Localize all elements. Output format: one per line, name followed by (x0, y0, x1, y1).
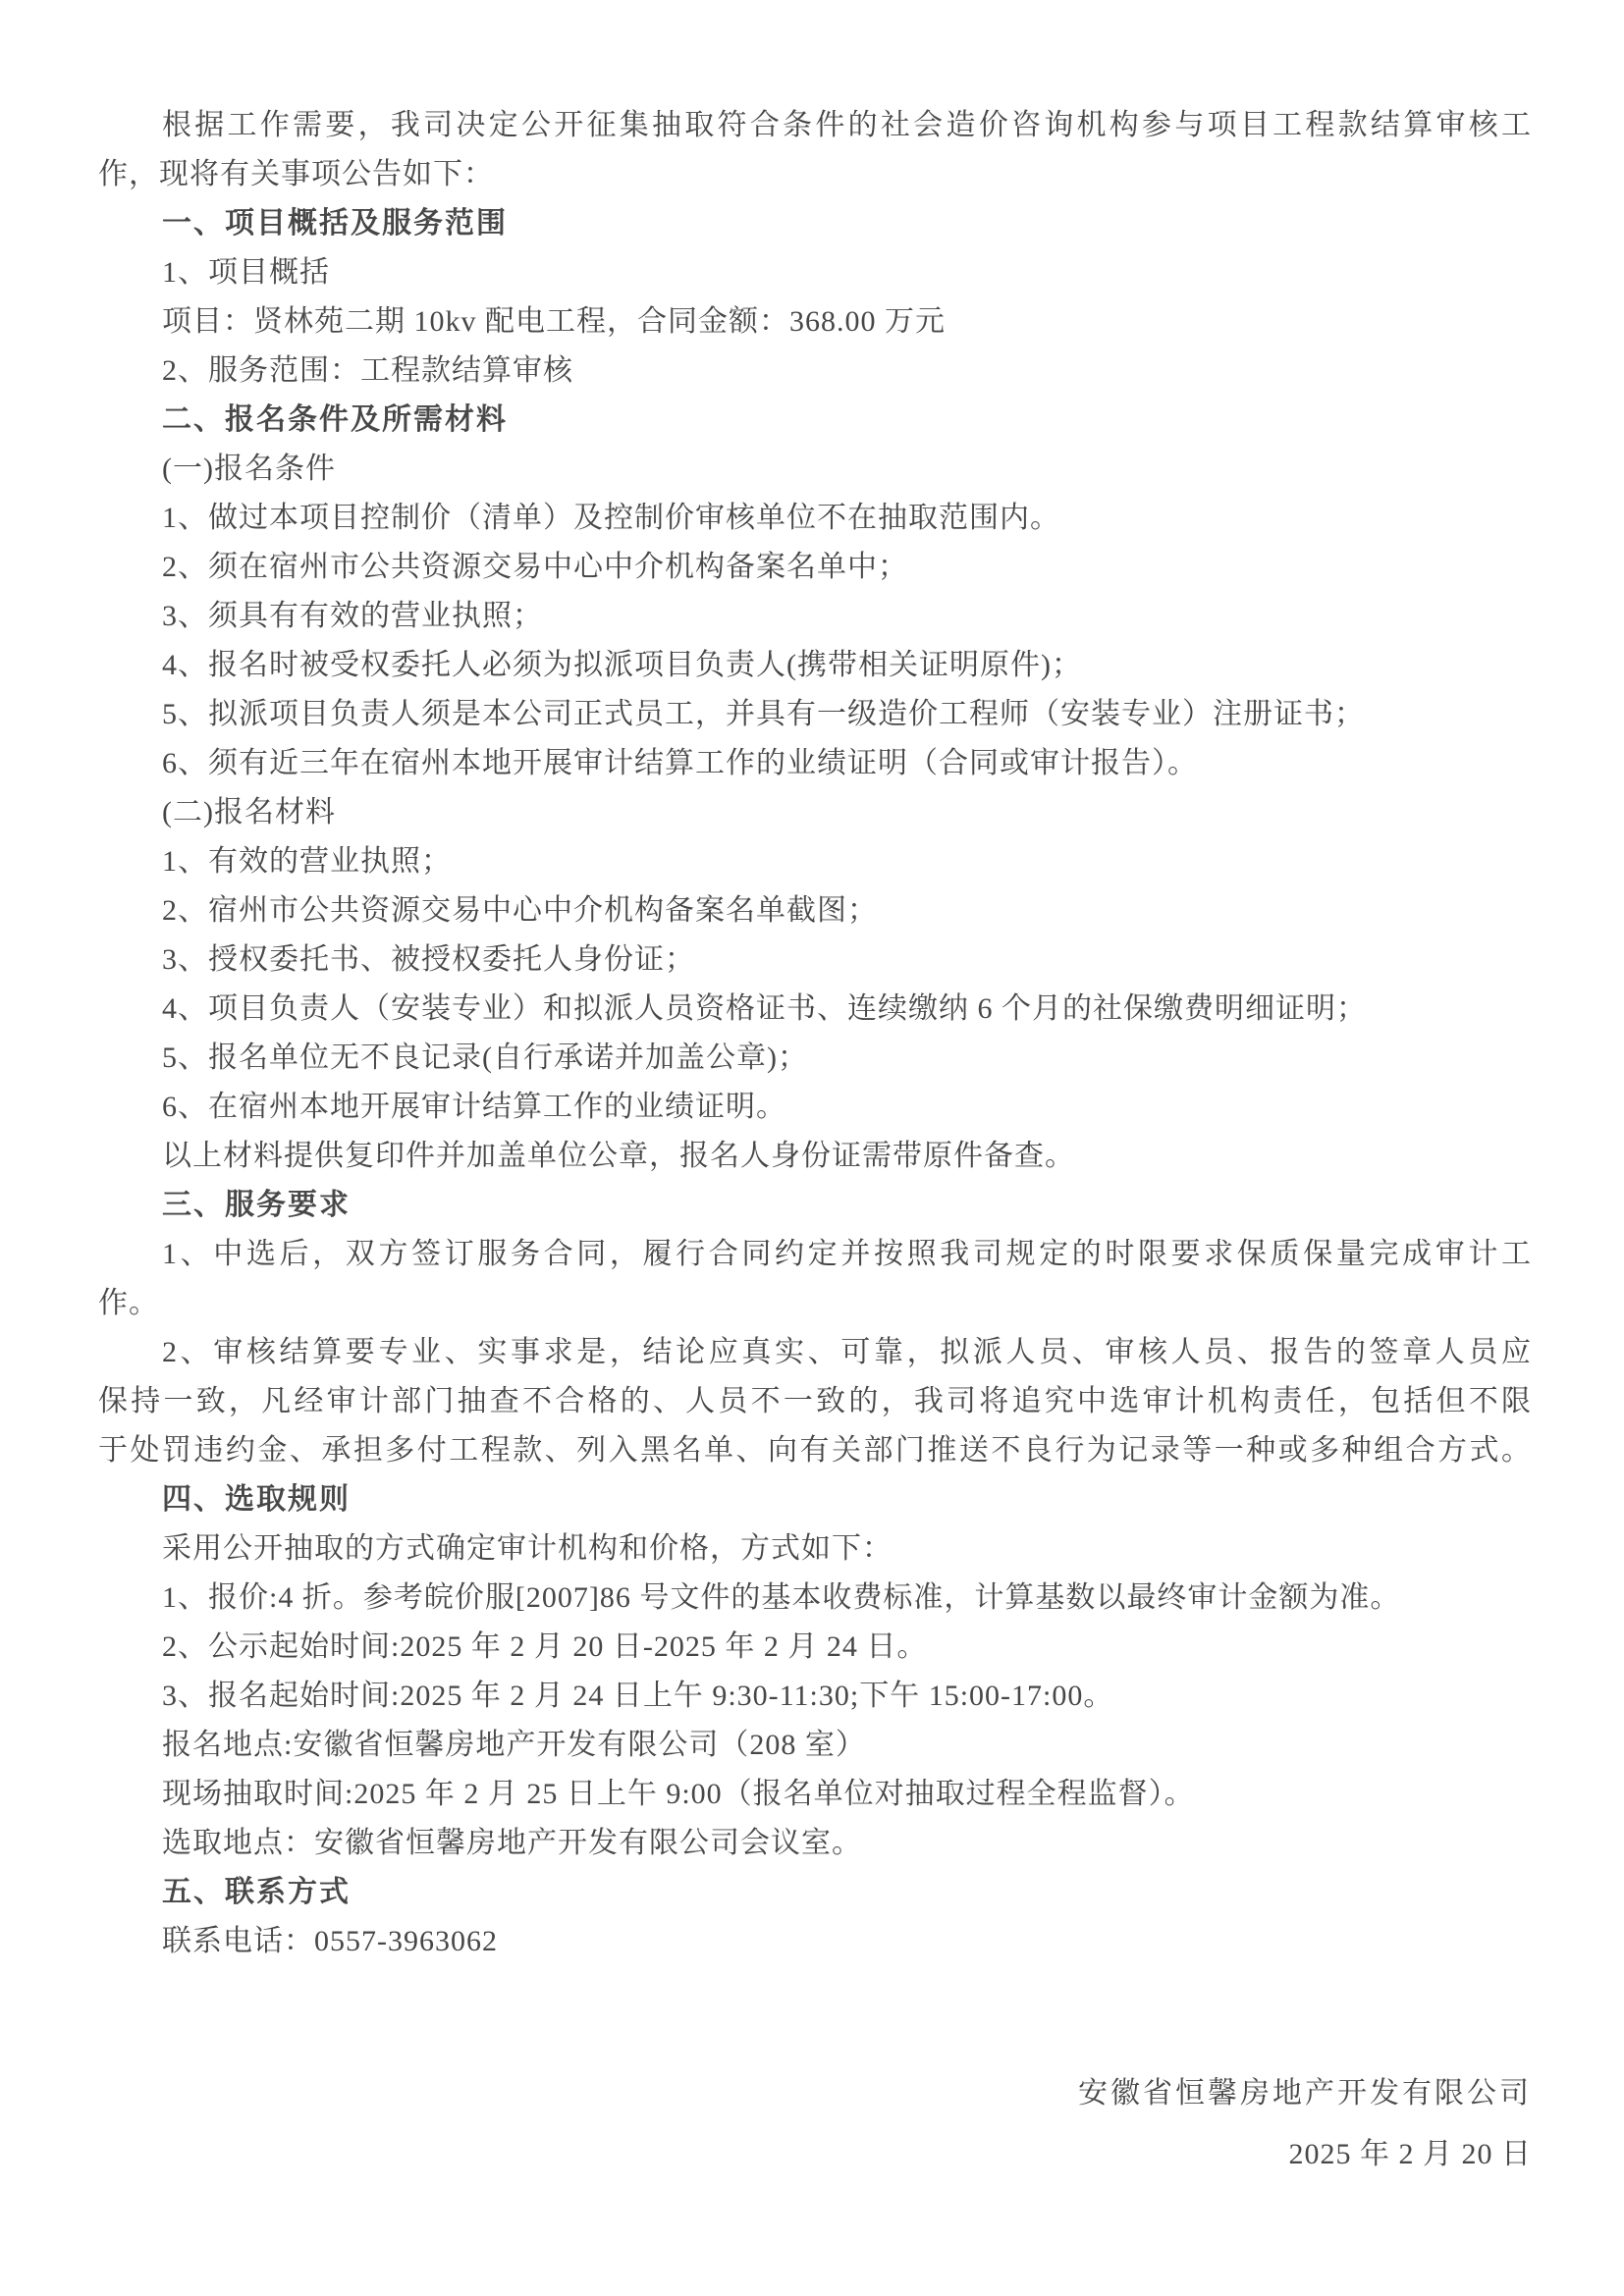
document-line: 1、做过本项目控制价（清单）及控制价审核单位不在抽取范围内。 (162, 502, 1060, 534)
document-line: 作，现将有关事项公告如下： (98, 158, 494, 190)
document-line: 选取地点：安徽省恒馨房地产开发有限公司会议室。 (162, 1827, 862, 1859)
document-line: 2、须在宿州市公共资源交易中心中介机构备案名单中； (162, 551, 908, 583)
document-line: 2、公示起始时间:2025 年 2 月 20 日-2025 年 2 月 24 日。 (162, 1630, 928, 1663)
document-line: 1、中选后，双方签订服务合同，履行合同约定并按照我司规定的时限要求保质保量完成审计工 (162, 1238, 1532, 1270)
document-line: 以上材料提供复印件并加盖单位公章，报名人身份证需带原件备查。 (162, 1140, 1075, 1172)
document-line: 现场抽取时间:2025 年 2 月 25 日上午 9:00（报名单位对抽取过程全程监督）。 (162, 1778, 1195, 1810)
document-line: 保持一致，凡经审计部门抽查不合格的、人员不一致的，我司将追究中选审计机构责任，包括但不限 (98, 1385, 1532, 1417)
document-line: 作。 (98, 1287, 159, 1319)
signature-date: 2025 年 2 月 20 日 (1288, 2138, 1532, 2170)
document-line: 五、联系方式 (162, 1876, 351, 1908)
document-line: 2、服务范围：工程款结算审核 (162, 354, 573, 387)
document-line: 采用公开抽取的方式确定审计机构和价格，方式如下： (162, 1532, 893, 1565)
document-line: 4、报名时被受权委托人必须为拟派项目负责人(携带相关证明原件)； (162, 649, 1082, 681)
document-line: (一)报名条件 (162, 453, 336, 485)
document-line: 1、有效的营业执照； (162, 845, 452, 878)
document-line: 项目：贤林苑二期 10kv 配电工程，合同金额：368.00 万元 (162, 305, 946, 338)
document-line: 于处罚违约金、承担多付工程款、列入黑名单、向有关部门推送不良行为记录等一种或多种组合方式。 (98, 1434, 1532, 1467)
document-line: 一、项目概括及服务范围 (162, 207, 508, 240)
document-line: 根据工作需要，我司决定公开征集抽取符合条件的社会造价咨询机构参与项目工程款结算审核工 (162, 109, 1532, 141)
document-line: 5、报名单位无不良记录(自行承诺并加盖公章)； (162, 1041, 808, 1074)
document-line: 6、须有近三年在宿州本地开展审计结算工作的业绩证明（合同或审计报告）。 (162, 747, 1198, 779)
document-line: 3、报名起始时间:2025 年 2 月 24 日上午 9:30-11:30;下午 15:00-17:00。 (162, 1680, 1114, 1712)
document-line: 三、服务要求 (162, 1189, 351, 1221)
document-line: 3、授权委托书、被授权委托人身份证； (162, 943, 695, 976)
document-line: 1、报价:4 折。参考皖价服[2007]86 号文件的基本收费标准，计算基数以最终审计金额为准。 (162, 1581, 1401, 1614)
document-line: 联系电话：0557-3963062 (162, 1925, 498, 1957)
document-line: (二)报名材料 (162, 796, 336, 828)
document-line: 3、须具有有效的营业执照； (162, 600, 543, 632)
document-line: 2、审核结算要专业、实事求是，结论应真实、可靠，拟派人员、审核人员、报告的签章人员应 (162, 1336, 1532, 1368)
signature-block (98, 2069, 1532, 2179)
document-body (98, 101, 1532, 1966)
document-line: 四、选取规则 (162, 1483, 351, 1516)
document-line: 2、宿州市公共资源交易中心中介机构备案名单截图； (162, 894, 878, 927)
document-line: 二、报名条件及所需材料 (162, 403, 508, 436)
document-line: 5、拟派项目负责人须是本公司正式员工，并具有一级造价工程师（安装专业）注册证书； (162, 698, 1365, 730)
document-content (98, 101, 1532, 2179)
document-line: 报名地点:安徽省恒馨房地产开发有限公司（208 室） (162, 1729, 866, 1761)
document-line: 6、在宿州本地开展审计结算工作的业绩证明。 (162, 1091, 786, 1123)
signature-company: 安徽省恒馨房地产开发有限公司 (1078, 2077, 1532, 2109)
document-line: 1、项目概括 (162, 256, 330, 289)
document-line: 4、项目负责人（安装专业）和拟派人员资格证书、连续缴纳 6 个月的社保缴费明细证明； (162, 992, 1367, 1025)
